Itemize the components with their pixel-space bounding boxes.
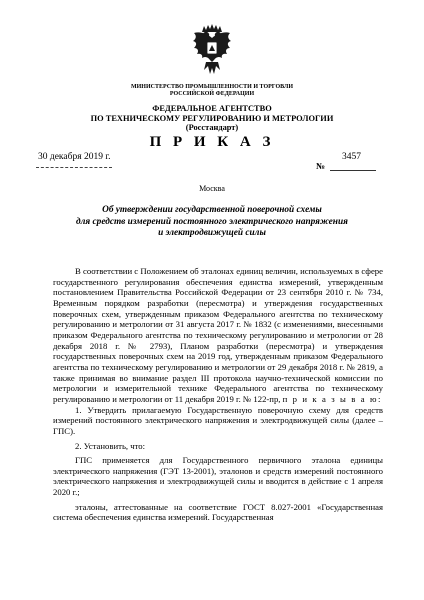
preamble-text: В соответствии с Положением об эталонах единиц величин, используемых в сфере государственного регулирования обеспечения единства измерений, утвержденным постановлением Правительства Российской Федерации от 23 сентября 2010 г. № 734, Временным порядком разработки (пересмотра) и утверждения государственных поверочных схем, утвержденным приказом Федерального агентства по техническому регулированию и метрологии от 31 августа 2017 г. № 1832 (с изменениями, внесенными приказом Федерального агентства по техническому регулированию и метрологии от 28 декабря 2018 г. № 2793), Планом разработки (пересмотра) и утверждения государственных поверочных схем на 2019 год, утвержденным приказом Федерального агентства по техническому регулированию и метрологии от 29 декабря 2018 г. № 2819, а также принимая во внимание раздел III протокола научно-технической комиссии по метрологии и измерительной технике Федерального агентства по техническому регулированию и метрологии от 11 декабря 2019 г. № 122-пр, — [53, 266, 383, 404]
clause-2: 2. Установить, что: — [75, 440, 146, 451]
order-date: 30 декабря 2019 г. — [38, 152, 111, 162]
order-number: 3457 — [342, 152, 361, 162]
clause-2-item-1: ГПС применяется для Государственного первичного эталона единицы электрического напряжения (ГЭТ 13-2001), эталонов и средств измерений постоянного электрического напряжения и электродвижущей силы и вводится в действие с 1 апреля 2020 г.; — [53, 455, 383, 498]
agency-line-1: ФЕДЕРАЛЬНОЕ АГЕНТСТВО — [152, 104, 272, 113]
clause-2-item-2: эталоны, аттестованные на соответствие ГОСТ 8.027-2001 «Государственная система обеспечения единства измерений. Государственная — [53, 501, 383, 523]
agency-name — [0, 104, 424, 133]
city: Москва — [199, 184, 225, 193]
agency-line-2: ПО ТЕХНИЧЕСКОМУ РЕГУЛИРОВАНИЮ И МЕТРОЛОГИИ — [90, 113, 334, 123]
order-title: П Р И К А З — [149, 134, 275, 150]
ministry-name — [0, 84, 424, 98]
date-underline — [36, 167, 112, 168]
order-verb: п р и к а з ы в а ю: — [282, 393, 383, 404]
order-subject — [0, 205, 424, 240]
subject-line-2: для средств измерений постоянного электрического напряжения — [76, 216, 348, 227]
number-sign: № — [316, 161, 326, 171]
subject-line-1: Об утверждении государственной поверочной схемы — [102, 205, 322, 215]
preamble-paragraph — [53, 266, 383, 405]
ministry-line-2: РОССИЙСКОЙ ФЕДЕРАЦИИ — [169, 91, 255, 97]
subject-line-3: и электродвижущей силы — [158, 228, 266, 238]
clause-1: 1. Утвердить прилагаемую Государственную поверочную схему для средств измерений постоянного электрического напряжения и электродвижущей силы (далее – ГПС). — [53, 404, 383, 436]
ministry-line-1: МИНИСТЕРСТВО ПРОМЫШЛЕННОСТИ И ТОРГОВЛИ — [130, 84, 294, 90]
order-body — [53, 266, 383, 523]
number-underline — [330, 170, 376, 171]
russian-coat-of-arms-icon — [190, 24, 234, 76]
agency-line-3: (Росстандарт) — [185, 123, 239, 132]
